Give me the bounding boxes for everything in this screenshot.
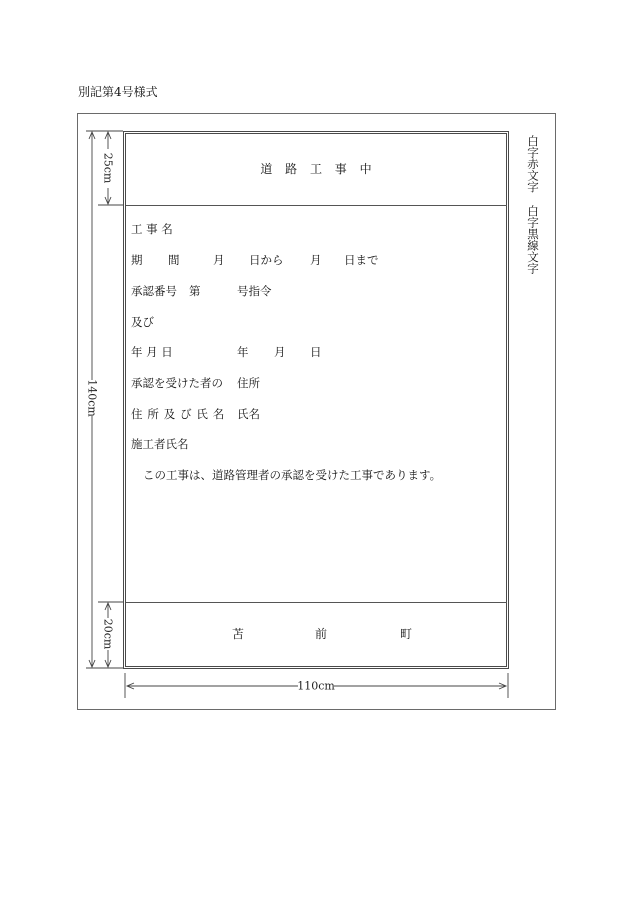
row-and-label: 及び xyxy=(131,315,154,329)
row-address-label: 住所 xyxy=(237,376,260,390)
row-period-start-month: 月 xyxy=(213,253,225,267)
row-date-year: 年 xyxy=(237,345,249,359)
dim-bottom-band-label: 20cm xyxy=(101,618,115,650)
row-period-end-month: 月 xyxy=(310,253,322,267)
row-construction-name-label: 工 事 名 xyxy=(131,222,173,236)
dim-height-label: 140cm xyxy=(85,379,99,417)
row-approved-party-label: 承認を受けた者の xyxy=(131,376,223,390)
row-period-end-day: 日まで xyxy=(344,253,379,267)
color-note-top-band: 白字赤文字 xyxy=(526,135,540,193)
row-address-name-label: 住 所 及 び 氏 名 xyxy=(131,407,225,421)
row-period-start-day: 日から xyxy=(249,253,284,267)
row-approval-number-prefix: 第 xyxy=(189,284,201,298)
row-period-label-2: 間 xyxy=(168,253,180,267)
form-number-label: 別記第4号様式 xyxy=(78,85,158,99)
row-approval-number-suffix: 号指令 xyxy=(237,284,272,298)
sign-title: 道 路 工 事 中 xyxy=(260,162,377,176)
sign-notice: この工事は、道路管理者の承認を受けた工事であります。 xyxy=(143,468,442,482)
dim-width-label: 110cm xyxy=(297,679,335,693)
footer-char-2: 前 xyxy=(315,627,328,641)
row-contractor-name-label: 施工者氏名 xyxy=(131,437,189,451)
dim-top-band-label: 25cm xyxy=(101,152,115,184)
row-date-month: 月 xyxy=(274,345,286,359)
row-date-day: 日 xyxy=(310,345,322,359)
footer-char-1: 苫 xyxy=(232,627,245,641)
row-period-label-1: 期 xyxy=(131,253,143,267)
row-date-label: 年 月 日 xyxy=(131,345,173,359)
row-name-label: 氏名 xyxy=(237,407,260,421)
color-note-body: 白字黒線文字 xyxy=(526,205,540,274)
row-approval-number-label: 承認番号 xyxy=(131,284,177,298)
footer-char-3: 町 xyxy=(400,627,413,641)
